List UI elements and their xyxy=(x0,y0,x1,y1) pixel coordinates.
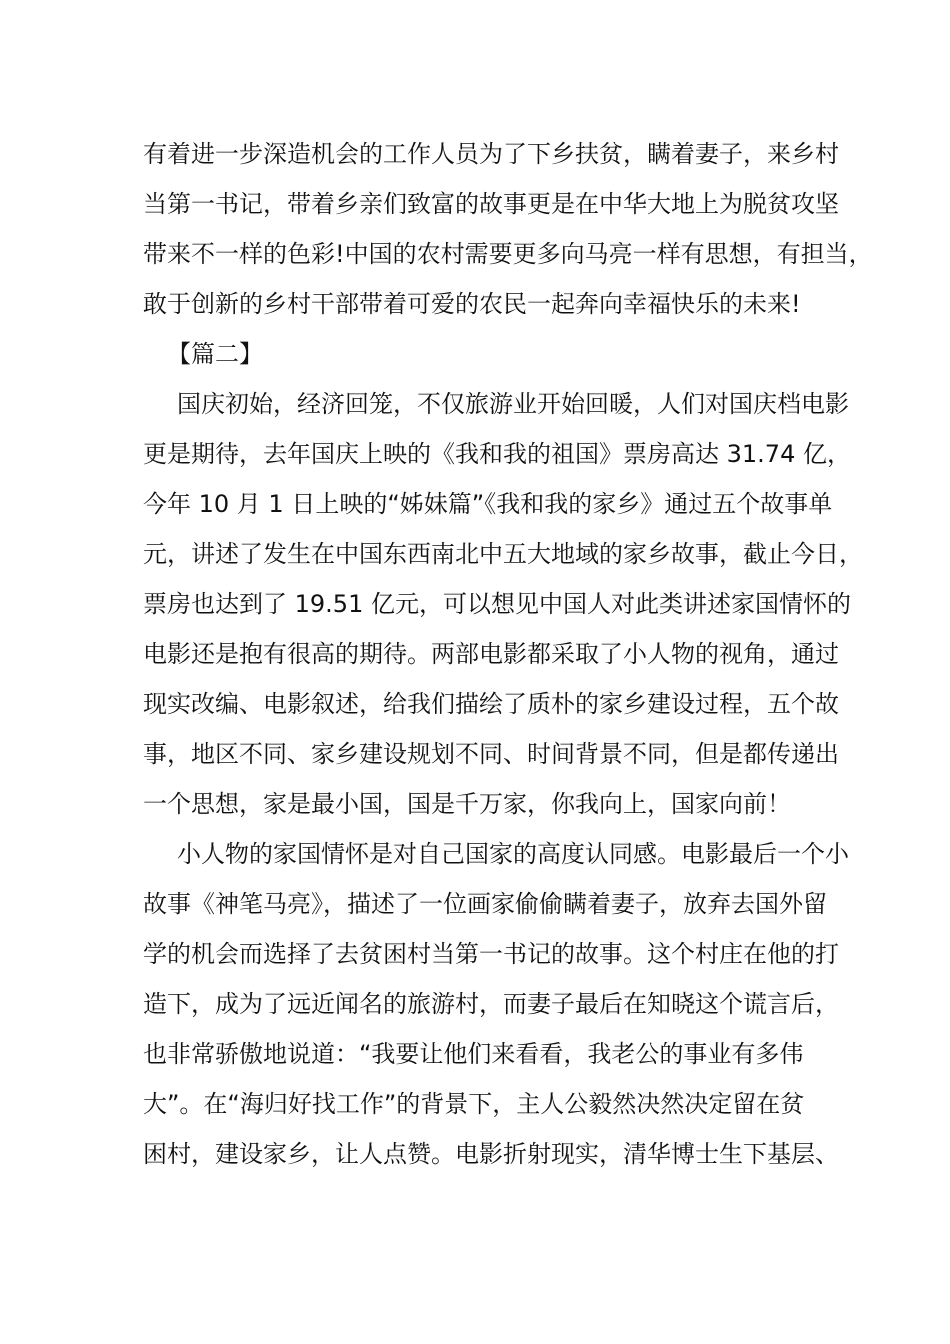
heading-text: 【篇二】 xyxy=(167,340,263,368)
text-line: 更是期待，去年国庆上映的《我和我的祖国》票房高达 31.74 亿， xyxy=(143,440,851,468)
text-line: 学的机会而选择了去贫困村当第一书记的故事。这个村庄在他的打 xyxy=(143,940,839,968)
text-line: 有着进一步深造机会的工作人员为了下乡扶贫，瞒着妻子，来乡村 xyxy=(143,140,839,168)
paragraph-2 xyxy=(143,379,863,829)
text-line: 故事《神笔马亮》，描述了一位画家偷偷瞒着妻子，放弃去国外留 xyxy=(143,890,827,918)
text-line: 困村，建设家乡，让人点赞。电影折射现实，清华博士生下基层、 xyxy=(143,1140,839,1168)
text-line: 电影还是抱有很高的期待。两部电影都采取了小人物的视角，通过 xyxy=(143,640,839,668)
text-line: 事，地区不同、家乡建设规划不同、时间背景不同，但是都传递出 xyxy=(143,740,839,768)
paragraph-1 xyxy=(143,129,873,329)
text-line: 今年 10 月 1 日上映的“姊妹篇”《我和我的家乡》通过五个故事单 xyxy=(143,490,833,518)
section-heading xyxy=(143,329,823,379)
text-line: 敢于创新的乡村干部带着可爱的农民一起奔向幸福快乐的未来! xyxy=(143,290,801,318)
text-line: 大”。在“海归好找工作”的背景下，主人公毅然决然决定留在贫 xyxy=(143,1090,805,1118)
text-line: 元，讲述了发生在中国东西南北中五大地域的家乡故事，截止今日， xyxy=(143,540,863,568)
document-body xyxy=(143,129,873,1179)
text-line: 现实改编、电影叙述，给我们描绘了质朴的家乡建设过程，五个故 xyxy=(143,690,839,718)
text-line: 带来不一样的色彩!中国的农村需要更多向马亮一样有思想，有担当， xyxy=(143,240,873,268)
text-line: 当第一书记，带着乡亲们致富的故事更是在中华大地上为脱贫攻坚 xyxy=(143,190,839,218)
text-line: 也非常骄傲地说道：“我要让他们来看看，我老公的事业有多伟 xyxy=(143,1040,804,1068)
text-line: 国庆初始，经济回笼，不仅旅游业开始回暖，人们对国庆档电影 xyxy=(177,390,849,418)
text-line: 小人物的家国情怀是对自己国家的高度认同感。电影最后一个小 xyxy=(177,840,849,868)
text-line: 一个思想，家是最小国，国是千万家，你我向上，国家向前！ xyxy=(143,790,791,818)
text-line: 票房也达到了 19.51 亿元，可以想见中国人对此类讲述家国情怀的 xyxy=(143,590,851,618)
text-line: 造下，成为了远近闻名的旅游村，而妻子最后在知晓这个谎言后， xyxy=(143,990,839,1018)
paragraph-3 xyxy=(143,829,849,1179)
